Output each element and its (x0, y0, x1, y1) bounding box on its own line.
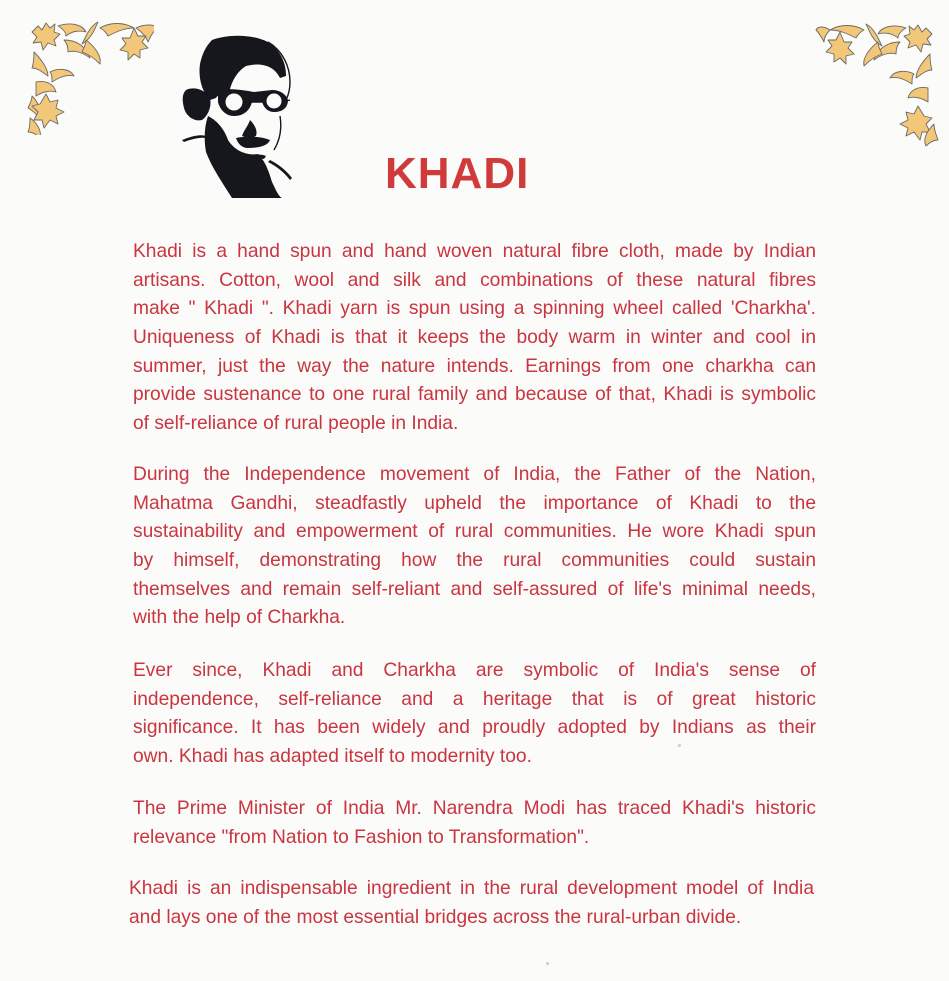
petal-icon (864, 42, 882, 66)
text-line: summer, just the way the nature intends. Earnings from one charkha can (133, 355, 816, 377)
text-line: Ever since, Khadi and Charkha are symbolic of India's sense of (133, 660, 816, 681)
text-line: own. Khadi has adapted itself to modernity too. (133, 746, 532, 768)
text-line: of self-reliance of rural people in India. (133, 413, 459, 435)
text-line: During the Independence movement of India, the Father of the Nation, (133, 464, 816, 485)
petal-icon (32, 52, 48, 76)
petal-icon (878, 26, 906, 38)
text-line: Khadi is a hand spun and hand woven natural fibre cloth, made by Indian (133, 241, 816, 262)
text-line: Mahatma Gandhi, steadfastly upheld the importance of Khadi to the (133, 492, 816, 514)
maple-leaf-icon (32, 94, 64, 128)
petal-icon (908, 87, 928, 102)
text-line: sustainability and empowerment of rural communities. He wore Khadi spun (133, 521, 816, 543)
text-line: and lays one of the most essential bridges across the rural-urban divide. (129, 906, 742, 928)
petal-icon (890, 71, 914, 84)
gandhi-portrait-image (172, 32, 300, 198)
petal-icon (82, 22, 98, 44)
paragraph-symbolism (133, 657, 816, 772)
paragraph-independence (133, 461, 816, 633)
scan-speck (678, 744, 681, 747)
text-line: artisans. Cotton, wool and silk and combinations of these natural fibres (133, 269, 816, 291)
text-line: Uniqueness of Khadi is that it keeps the body warm in winter and cool in (133, 327, 816, 349)
paragraph-intro (133, 238, 816, 439)
text-line: The Prime Minister of India Mr. Narendra Modi has traced Khadi's historic (133, 798, 816, 819)
floral-corner-ornament-top-right (815, 12, 940, 147)
text-line: significance. It has been widely and proudly adopted by Indians as their (133, 717, 816, 739)
petal-icon (830, 26, 864, 39)
petal-icon (28, 118, 40, 135)
text-line: provide sustenance to one rural family and because of that, Khadi is symbolic (133, 384, 816, 406)
petal-icon (58, 24, 86, 36)
text-line: with the help of Charkha. (133, 607, 346, 629)
paragraph-prime-minister (133, 795, 816, 852)
text-line: Khadi is an indispensable ingredient in the rural development model of India (129, 878, 814, 899)
scan-speck (546, 962, 549, 965)
text-line: relevance "from Nation to Fashion to Transformation". (133, 826, 590, 848)
petal-icon (50, 69, 74, 82)
petal-icon (916, 54, 932, 78)
paragraph-rural-development (129, 875, 814, 932)
petal-icon (82, 40, 100, 64)
text-line: themselves and remain self-reliant and self-assured of life's minimal needs, (133, 578, 816, 600)
text-line: make " Khadi ". Khadi yarn is spun using a spinning wheel called 'Charkha'. (133, 298, 816, 320)
maple-leaf-icon (32, 23, 60, 50)
maple-leaf-icon (904, 25, 932, 52)
page-title: KHADI (385, 149, 530, 198)
maple-leaf-icon (826, 32, 854, 64)
floral-corner-ornament-top-left (24, 10, 154, 135)
text-line: by himself, demonstrating how the rural communities could sustain (133, 550, 816, 572)
petal-icon (100, 24, 134, 37)
petal-icon (866, 24, 882, 46)
text-line: independence, self-reliance and a heritage that is of great historic (133, 688, 816, 710)
